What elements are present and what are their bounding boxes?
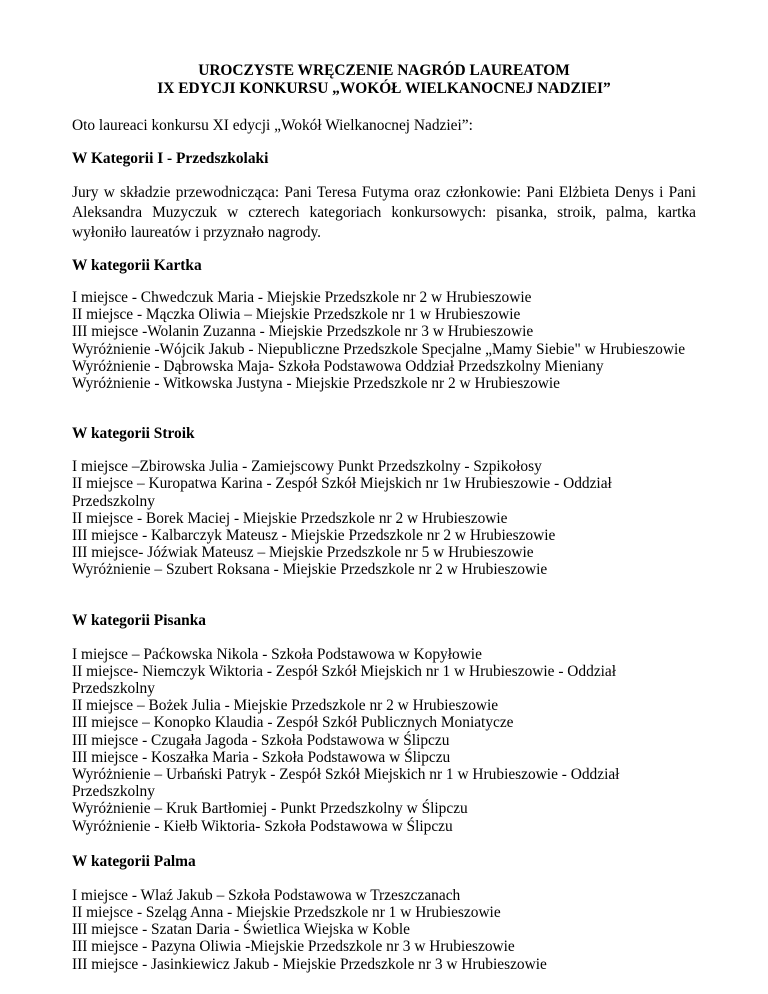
pisanka-list [72,646,696,835]
document-page [72,62,696,973]
stroik-list [72,458,696,578]
list-item: II miejsce - Borek Maciej - Miejskie Przedszkole nr 2 w Hrubieszowie [72,509,508,527]
section-heading-kartka: W kategorii Kartka [72,257,202,274]
list-item: I miejsce - Wlaź Jakub – Szkoła Podstawowa w Trzeszczanach [72,886,461,904]
section-heading-pisanka: W kategorii Pisanka [72,611,206,629]
list-item: III miejsce - Pazyna Oliwia -Miejskie Przedszkole nr 3 w Hrubieszowie [72,938,515,956]
list-item: I miejsce - Chwedczuk Maria - Miejskie Przedszkole nr 2 w Hrubieszowie [72,289,532,306]
list-item: III miejsce - Koszałka Maria - Szkoła Podstawowa w Ślipczu [72,748,451,766]
list-item: III miejsce - Jasinkiewicz Jakub - Miejskie Przedszkole nr 3 w Hrubieszowie [72,955,547,973]
list-item: III miejsce – Konopko Klaudia - Zespół Szkół Publicznych Moniatycze [72,714,514,732]
palma-list [72,887,696,973]
section-heading-palma: W kategorii Palma [72,852,196,870]
section-heading-stroik: W kategorii Stroik [72,425,195,443]
list-item: Przedszkolny [72,680,155,698]
kartka-list [72,289,696,392]
list-item: III miejsce- Jóźwiak Mateusz – Miejskie Przedszkole nr 5 w Hrubieszowie [72,544,534,562]
document-title-line-2: IX EDYCJI KONKURSU „WOKÓŁ WIELKANOCNEJ NADZIEI” [157,80,611,97]
list-item: Wyróżnienie -Wójcik Jakub - Niepubliczne Przedszkole Specjalne „Mamy Siebie" w Hrubieszowie [72,340,686,358]
list-item: III miejsce - Szatan Daria - Świetlica Wiejska w Koble [72,921,410,939]
intro-text: Oto laureaci konkursu XI edycji „Wokół Wielkanocnej Nadziei”: [72,117,473,134]
list-item: II miejsce - Mączka Oliwia – Miejskie Przedszkole nr 1 w Hrubieszowie [72,306,521,324]
category-heading-przedszkolaki: W Kategorii I - Przedszkolaki [72,150,269,167]
list-item: Wyróżnienie – Szubert Roksana - Miejskie Przedszkole nr 2 w Hrubieszowie [72,561,548,579]
list-item: II miejsce - Szeląg Anna - Miejskie Przedszkole nr 1 w Hrubieszowie [72,904,501,922]
list-item: II miejsce – Kuropatwa Karina - Zespół Szkół Miejskich nr 1w Hrubieszowie - Oddział [72,475,612,493]
list-item: I miejsce – Paćkowska Nikola - Szkoła Podstawowa w Kopyłowie [72,645,482,663]
jury-paragraph: Jury w składzie przewodnicząca: Pani Teresa Futyma oraz członkowie: Pani Elżbieta Denys i Pani Aleksandra Muzyczuk w czterech kategoriach konkursowych: pisanka, stroik, palma, kartka wyłoniło laureatów i przyznało nagrody. [72,184,696,241]
list-item: Przedszkolny [72,783,155,801]
list-item: II miejsce – Bożek Julia - Miejskie Przedszkole nr 2 w Hrubieszowie [72,697,499,715]
list-item: Wyróżnienie – Urbański Patryk - Zespół Szkół Miejskich nr 1 w Hrubieszowie - Oddział [72,766,620,784]
list-item: II miejsce- Niemczyk Wiktoria - Zespół Szkół Miejskich nr 1 w Hrubieszowie - Oddział [72,662,617,680]
list-item: III miejsce -Wolanin Zuzanna - Miejskie Przedszkole nr 3 w Hrubieszowie [72,323,534,341]
list-item: I miejsce –Zbirowska Julia - Zamiejscowy Punkt Przedszkolny - Szpikołosy [72,458,542,476]
list-item: III miejsce - Kalbarczyk Mateusz - Miejskie Przedszkole nr 2 w Hrubieszowie [72,527,556,545]
list-item: Wyróżnienie - Witkowska Justyna - Miejskie Przedszkole nr 2 w Hrubieszowie [72,375,560,393]
list-item: Wyróżnienie - Kiełb Wiktoria- Szkoła Podstawowa w Ślipczu [72,817,453,835]
list-item: III miejsce - Czugała Jagoda - Szkoła Podstawowa w Ślipczu [72,731,450,749]
list-item: Wyróżnienie – Kruk Bartłomiej - Punkt Przedszkolny w Ślipczu [72,800,468,818]
list-item: Przedszkolny [72,492,155,510]
list-item: Wyróżnienie - Dąbrowska Maja- Szkoła Podstawowa Oddział Przedszkolny Mieniany [72,357,604,375]
document-title-line-1: UROCZYSTE WRĘCZENIE NAGRÓD LAUREATOM [198,62,570,79]
